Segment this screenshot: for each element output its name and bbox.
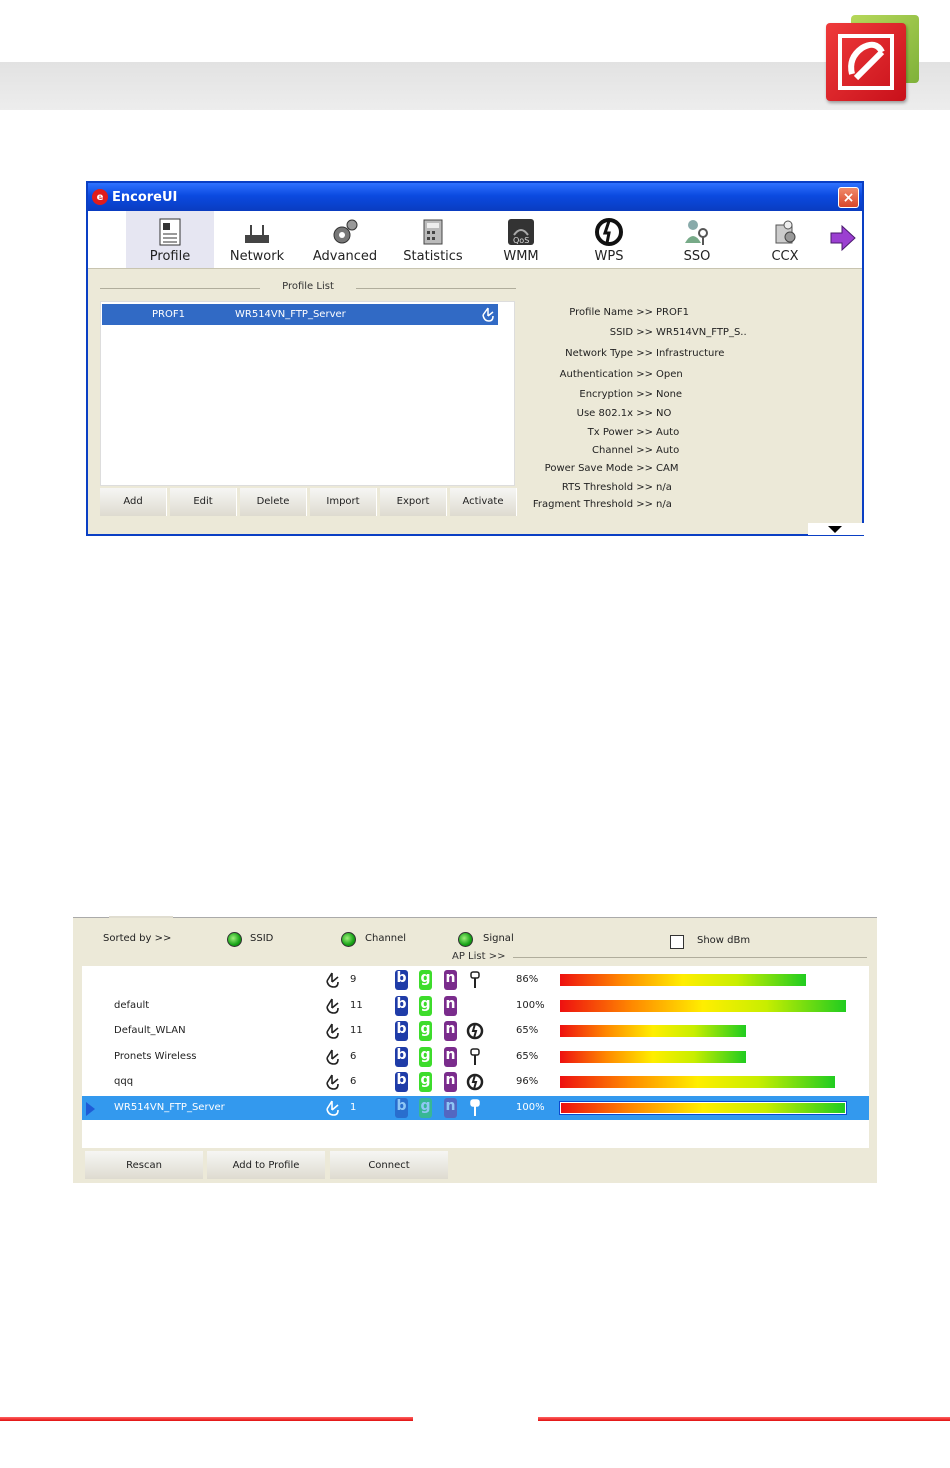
ap-channel: 9	[350, 974, 357, 985]
b-mode-icon: b	[395, 1047, 408, 1067]
sort-ssid-radio[interactable]	[227, 932, 242, 947]
statistics-icon	[418, 217, 448, 247]
ap-channel: 6	[350, 1076, 357, 1087]
title-bar	[88, 183, 862, 211]
tab-label: Network	[229, 249, 285, 264]
show-dbm-label: Show dBm	[697, 935, 751, 946]
detail-row: Authentication >> Open	[559, 369, 683, 380]
toolbar	[88, 211, 862, 269]
detail-row: Fragment Threshold >> n/a	[532, 499, 672, 510]
ap-ssid: WR514VN_FTP_Server	[114, 1102, 225, 1113]
ap-list-title: AP List >>	[452, 951, 506, 962]
n-mode-icon: n	[444, 970, 457, 990]
ap-channel: 11	[350, 1025, 363, 1036]
expand-toggle[interactable]	[808, 523, 864, 535]
encoreui-window	[86, 181, 864, 536]
wmm-icon	[506, 217, 536, 247]
sort-signal-label: Signal	[483, 933, 514, 944]
profile-row[interactable]	[102, 304, 498, 325]
tab-label: WPS	[594, 249, 624, 264]
g-mode-icon: g	[419, 1021, 432, 1041]
add-to-profile-button[interactable]: Add to Profile	[207, 1151, 325, 1179]
sort-ssid-label: SSID	[250, 933, 274, 944]
show-dbm-checkbox[interactable]	[670, 935, 684, 949]
detail-row: Network Type >> Infrastructure	[565, 348, 725, 359]
detail-row: Encryption >> None	[579, 389, 683, 400]
selected-marker-icon	[86, 1102, 95, 1116]
detail-row: Use 802.1x >> NO	[576, 408, 672, 419]
detail-row: Tx Power >> Auto	[587, 427, 680, 438]
ap-signal-percent: 65%	[516, 1025, 539, 1036]
tab-statistics[interactable]	[389, 211, 477, 268]
hand-icon	[324, 971, 342, 989]
n-mode-icon: n	[444, 1047, 457, 1067]
profile-icon	[155, 217, 185, 247]
ap-list-panel	[73, 917, 877, 1183]
ap-signal-percent: 100%	[516, 1000, 545, 1011]
key-icon	[466, 1099, 484, 1117]
svg-text:QoS: QoS	[513, 236, 530, 245]
close-button[interactable]: ×	[838, 187, 859, 208]
g-mode-icon: g	[419, 996, 432, 1016]
g-mode-icon: g	[419, 1098, 432, 1118]
profile-list-title: Profile List	[100, 281, 516, 295]
tab-label: Statistics	[403, 249, 463, 264]
tab-wps[interactable]	[565, 211, 653, 268]
detail-row: Channel >> Auto	[592, 445, 680, 456]
g-mode-icon: g	[419, 1072, 432, 1092]
ap-signal-percent: 65%	[516, 1051, 539, 1062]
signal-bar	[560, 974, 806, 986]
edit-button[interactable]: Edit	[170, 488, 237, 516]
signal-bar	[560, 1025, 746, 1037]
sort-channel-radio[interactable]	[341, 932, 356, 947]
arrow-right-icon[interactable]	[828, 223, 858, 253]
tab-profile[interactable]	[126, 211, 214, 268]
delete-button[interactable]: Delete	[240, 488, 307, 516]
wps-icon	[594, 217, 624, 247]
add-button[interactable]: Add	[100, 488, 167, 516]
signal-bar	[560, 1000, 846, 1012]
b-mode-icon: b	[395, 970, 408, 990]
ap-ssid: Default_WLAN	[114, 1025, 186, 1036]
sorted-by-label: Sorted by >>	[103, 933, 172, 944]
b-mode-icon: b	[395, 1098, 408, 1118]
hand-icon	[324, 1099, 342, 1117]
tab-label: Profile	[149, 249, 191, 264]
ap-ssid: qqq	[114, 1076, 134, 1087]
ap-channel: 11	[350, 1000, 363, 1011]
ccx-icon	[770, 217, 800, 247]
b-mode-icon: b	[395, 996, 408, 1016]
ap-channel: 1	[350, 1102, 357, 1113]
wps-icon	[466, 1022, 484, 1040]
export-button[interactable]: Export	[380, 488, 447, 516]
signal-bar	[560, 1051, 746, 1063]
hand-icon	[324, 997, 342, 1015]
edimax-logo	[826, 15, 922, 103]
detail-row: Power Save Mode >> CAM	[544, 463, 679, 474]
hand-icon	[324, 1073, 342, 1091]
ap-table	[82, 966, 869, 1148]
tab-network[interactable]	[213, 211, 301, 268]
detail-row: Profile Name >> PROF1	[569, 307, 689, 318]
tab-label: SSO	[683, 249, 711, 264]
activate-button[interactable]: Activate	[450, 488, 517, 516]
tab-label: WMM	[503, 249, 539, 264]
ap-row[interactable]	[82, 994, 869, 1018]
key-icon	[466, 1048, 484, 1066]
profile-list	[100, 301, 515, 486]
detail-row: RTS Threshold >> n/a	[561, 482, 672, 493]
footer-line-left	[0, 1417, 413, 1421]
ap-signal-percent: 86%	[516, 974, 539, 985]
tab-label: Advanced	[312, 249, 378, 264]
ap-row[interactable]	[82, 1070, 869, 1094]
n-mode-icon: n	[444, 1072, 457, 1092]
tab-label: CCX	[771, 249, 799, 264]
ap-list-header	[73, 950, 877, 964]
tab-sso[interactable]	[653, 211, 741, 268]
b-mode-icon: b	[395, 1072, 408, 1092]
n-mode-icon: n	[444, 1021, 457, 1041]
rescan-button[interactable]: Rescan	[85, 1151, 203, 1179]
profile-ssid: WR514VN_FTP_Server	[235, 309, 346, 320]
ap-signal-percent: 96%	[516, 1076, 539, 1087]
n-mode-icon: n	[444, 1098, 457, 1118]
ap-row[interactable]	[82, 1019, 869, 1043]
key-icon	[466, 971, 484, 989]
advanced-icon	[330, 217, 360, 247]
connect-button[interactable]: Connect	[330, 1151, 448, 1179]
ap-signal-percent: 100%	[516, 1102, 545, 1113]
detail-row: SSID >> WR514VN_FTP_S..	[609, 327, 747, 338]
app-icon: e	[92, 189, 108, 205]
ap-channel: 6	[350, 1051, 357, 1062]
ap-row[interactable]	[82, 1045, 869, 1069]
tab-advanced[interactable]	[301, 211, 389, 268]
sort-bar	[73, 928, 877, 950]
hand-icon	[480, 306, 496, 323]
signal-bar	[560, 1076, 835, 1088]
profile-buttons	[100, 488, 518, 516]
g-mode-icon: g	[419, 1047, 432, 1067]
ap-row[interactable]	[82, 968, 869, 992]
import-button[interactable]: Import	[310, 488, 377, 516]
signal-bar	[560, 1102, 846, 1114]
profile-name: PROF1	[152, 309, 185, 320]
ap-ssid: Pronets Wireless	[114, 1051, 197, 1062]
footer-line-right	[538, 1417, 950, 1421]
sso-icon	[682, 217, 712, 247]
sort-channel-label: Channel	[365, 933, 407, 944]
ap-row[interactable]	[82, 1096, 869, 1120]
ap-buttons	[85, 1151, 455, 1179]
hand-icon	[324, 1048, 342, 1066]
network-icon	[242, 217, 272, 247]
n-mode-icon: n	[444, 996, 457, 1016]
ap-ssid: default	[114, 1000, 150, 1011]
tab-ccx[interactable]	[741, 211, 829, 268]
wps-icon	[466, 1073, 484, 1091]
b-mode-icon: b	[395, 1021, 408, 1041]
sort-signal-radio[interactable]	[458, 932, 473, 947]
hand-icon	[324, 1022, 342, 1040]
page-header-band	[0, 62, 950, 110]
window-title: EncoreUI	[112, 189, 178, 205]
g-mode-icon: g	[419, 970, 432, 990]
tab-wmm[interactable]	[477, 211, 565, 268]
